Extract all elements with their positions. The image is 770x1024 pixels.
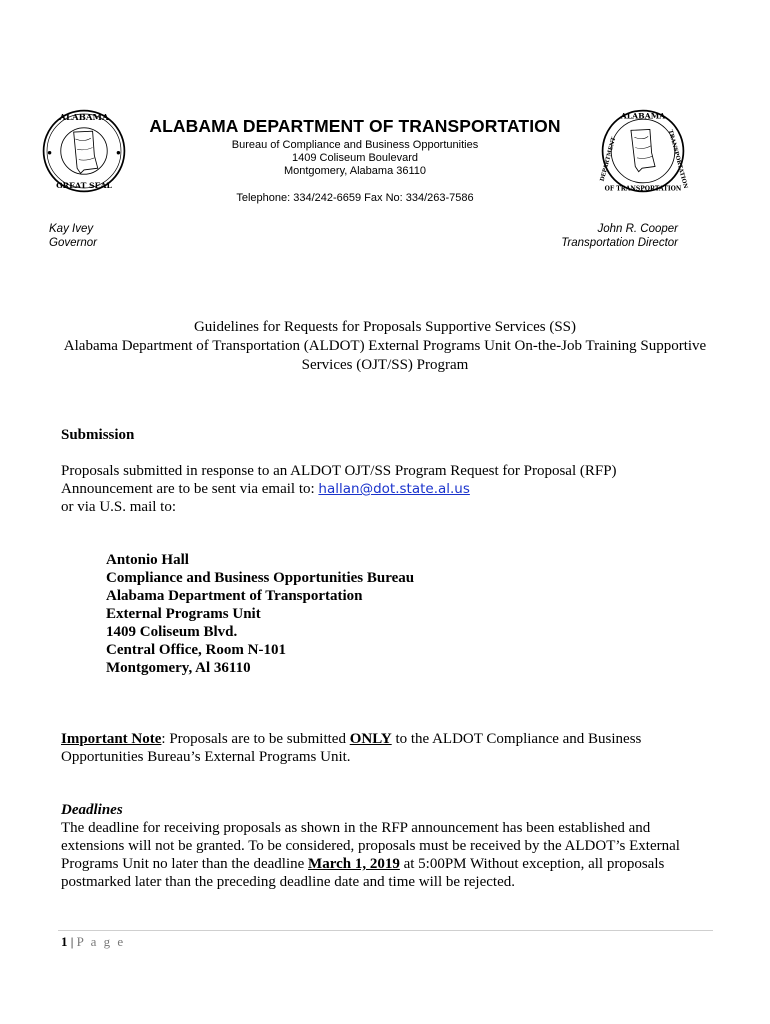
heading-line-2: Alabama Department of Transportation (ALDOT) External Programs Unit On-the-Job Training Supportive bbox=[63, 338, 707, 354]
address-line: Alabama Department of Transportation bbox=[106, 588, 363, 604]
phone-fax: Telephone: 334/242-6659 Fax No: 334/263-7586 bbox=[236, 192, 474, 204]
page-separator: | bbox=[67, 934, 77, 949]
footer-divider bbox=[58, 930, 713, 931]
heading-line-3: Services (OJT/SS) Program bbox=[301, 357, 469, 373]
svg-text:GREAT SEAL: GREAT SEAL bbox=[56, 180, 112, 190]
submission-line-2 bbox=[61, 480, 721, 498]
deadlines-line-2: extensions will not be granted. To be considered, proposals must be received by the ALDOT’s External bbox=[61, 838, 680, 854]
submission-heading: Submission bbox=[61, 427, 135, 443]
submission-paragraph bbox=[61, 462, 721, 516]
deadlines-line-1: The deadline for receiving proposals as shown in the RFP announcement has been established and bbox=[61, 820, 651, 836]
governor-name: Kay Ivey bbox=[49, 223, 94, 235]
deadline-date: March 1, 2019 bbox=[308, 856, 400, 872]
deadlines-line-3 bbox=[61, 855, 721, 873]
director-title: Transportation Director bbox=[561, 237, 678, 249]
important-note bbox=[61, 730, 721, 766]
heading-line-1: Guidelines for Requests for Proposals Supportive Services (SS) bbox=[193, 319, 577, 335]
director-name: John R. Cooper bbox=[597, 223, 678, 235]
city-address: Montgomery, Alabama 36110 bbox=[283, 165, 427, 177]
governor-title: Governor bbox=[49, 237, 97, 249]
page-number: 1 bbox=[61, 934, 68, 949]
note-line-1 bbox=[61, 730, 721, 748]
submission-line-1: Proposals submitted in response to an ALDOT OJT/SS Program Request for Proposal (RFP) bbox=[61, 463, 617, 479]
svg-text:ALABAMA: ALABAMA bbox=[59, 113, 109, 124]
deadlines-line-3-prefix: Programs Unit no later than the deadline bbox=[61, 856, 309, 872]
svg-text:ALABAMA: ALABAMA bbox=[620, 111, 666, 121]
email-link[interactable]: hallan@dot.state.al.us bbox=[318, 481, 470, 497]
submission-line-2-text: Announcement are to be sent via email to: bbox=[61, 481, 319, 497]
note-text-1: : Proposals are to be submitted bbox=[161, 731, 350, 747]
note-emphasis: ONLY bbox=[349, 731, 392, 747]
address-line: Montgomery, Al 36110 bbox=[106, 660, 251, 676]
bureau-name: Bureau of Compliance and Business Opportunities bbox=[231, 139, 479, 151]
deadlines-heading: Deadlines bbox=[61, 802, 123, 818]
address-line: Antonio Hall bbox=[106, 552, 189, 568]
department-title: ALABAMA DEPARTMENT OF TRANSPORTATION bbox=[149, 116, 561, 136]
address-line: External Programs Unit bbox=[106, 606, 261, 622]
governor-block bbox=[49, 222, 97, 250]
svg-text:OF TRANSPORTATION: OF TRANSPORTATION bbox=[604, 185, 682, 193]
deadlines-line-4: postmarked later than the preceding deadline date and time will be rejected. bbox=[61, 874, 515, 890]
deadlines-line-3-suffix: at 5:00PM Without exception, all proposals bbox=[399, 856, 665, 872]
deadlines-section bbox=[61, 801, 721, 891]
submission-line-3: or via U.S. mail to: bbox=[61, 499, 176, 515]
page-footer bbox=[61, 934, 125, 950]
page-label: P a g e bbox=[76, 934, 126, 949]
svg-text:TRANSPORTATION: TRANSPORTATION bbox=[666, 129, 689, 190]
director-block bbox=[561, 222, 678, 250]
note-line-2: Opportunities Bureau’s External Programs Unit. bbox=[61, 749, 351, 765]
address-line: Compliance and Business Opportunities Bureau bbox=[106, 570, 415, 586]
address-line: Central Office, Room N-101 bbox=[106, 642, 286, 658]
document-heading bbox=[40, 318, 730, 375]
note-label: Important Note bbox=[61, 731, 162, 747]
street-address: 1409 Coliseum Boulevard bbox=[292, 152, 418, 164]
address-line: 1409 Coliseum Blvd. bbox=[106, 624, 238, 640]
svg-text:DEPARTMENT: DEPARTMENT bbox=[599, 136, 618, 183]
note-text-2: to the ALDOT Compliance and Business bbox=[391, 731, 642, 747]
mailing-address bbox=[106, 551, 414, 677]
